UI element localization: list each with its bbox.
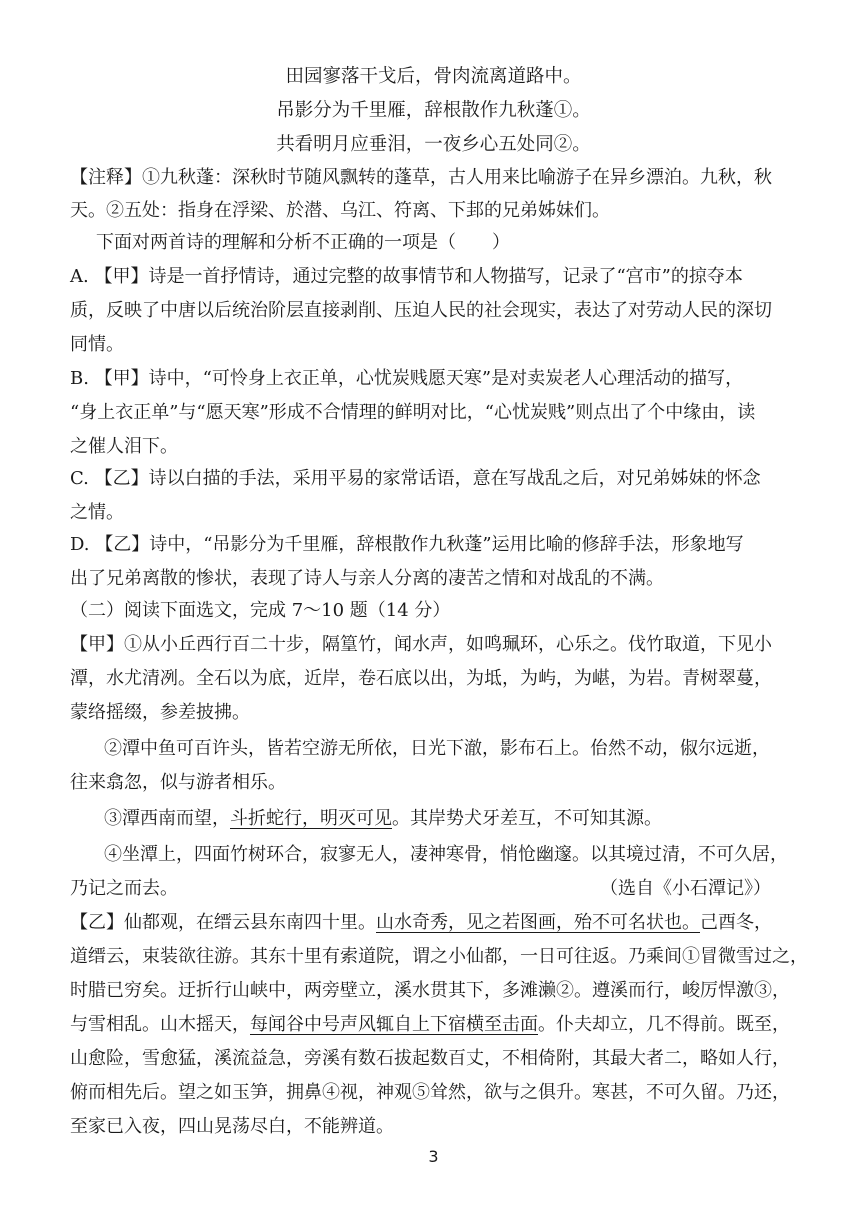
poem-line-3: 共看明月应垂泪，一夜乡心五处同②。 — [276, 134, 591, 155]
yi-line-6: 俯而相先后。望之如玉笋，拥鼻④视，神观⑤耸然，欲与之俱升。寒甚，不可久留。乃还， — [70, 1082, 790, 1103]
question-stem: 下面对两首诗的理解和分析不正确的一项是（ ） — [96, 232, 510, 253]
option-a-line-2: 质，反映了中唐以后统治阶层直接剥削、压迫人民的社会现实，表达了对劳动人民的深切 — [70, 300, 772, 321]
yi-line-1-text: 【乙】仙都观，在缙云县东南四十里。 — [70, 912, 376, 933]
yi-line-1 — [70, 910, 772, 936]
option-b-line-3: 之催人泪下。 — [70, 436, 178, 457]
page-number: 3 — [428, 1147, 439, 1166]
jia-p4-line-2: 乃记之而去。 — [70, 878, 178, 899]
jia-p3-text-end: 。其岸势犬牙差互，不可知其源。 — [392, 808, 662, 829]
jia-p4-line-1: ④坐潭上，四面竹树环合，寂寥无人，凄神寒骨，悄怆幽邃。以其境过清，不可久居， — [104, 844, 788, 865]
yi-line-4 — [70, 1012, 790, 1038]
option-d-line-2: 出了兄弟离散的惨状，表现了诗人与亲人分离的凄苦之情和对战乱的不满。 — [70, 568, 664, 589]
jia-p3-text: ③潭西南而望， — [104, 808, 230, 829]
yi-line-4-end: 。仆夫却立，几不得前。既至， — [538, 1014, 790, 1035]
option-c-line-2: 之情。 — [70, 502, 124, 523]
option-c-line-1: C. 【乙】诗以白描的手法，采用平易的家常话语，意在写战乱之后，对兄弟姊妹的怀念 — [70, 468, 761, 489]
option-b-line-1: B. 【甲】诗中，“可怜身上衣正单，心忧炭贱愿天寒”是对卖炭老人心理活动的描写， — [70, 368, 744, 389]
jia-p3-line — [104, 806, 662, 832]
yi-line-7: 至家已入夜，四山晃荡尽白，不能辨道。 — [70, 1116, 394, 1137]
yi-line-4-text: 与雪相乱。山木摇天， — [70, 1014, 250, 1035]
option-a-line-1: A. 【甲】诗是一首抒情诗，通过完整的故事情节和人物描写，记录了“宫市”的掠夺本 — [70, 266, 743, 287]
jia-source: （选自《小石潭记》） — [600, 878, 771, 899]
underlined-sentence: 山水奇秀，见之若图画，殆不可名状也。 — [376, 912, 700, 933]
option-b-line-2: “身上衣正单”与“愿天寒”形成不合情理的鲜明对比，“心忧炭贱”则点出了个中缘由，读 — [70, 402, 756, 423]
option-a-line-3: 同情。 — [70, 334, 124, 355]
underlined-sentence-2: 每闻谷中号声风辄自上下宿横至击面 — [250, 1014, 538, 1035]
yi-line-2: 道缙云，束装欲往游。其东十里有索道院，谓之小仙都，一日可往返。乃乘间①冒微雪过之， — [70, 946, 808, 967]
underlined-phrase: 斗折蛇行，明灭可见 — [230, 808, 392, 829]
jia-p2-line-2: 往来翕忽，似与游者相乐。 — [70, 772, 286, 793]
poem-line-1: 田园寥落干戈后，骨肉流离道路中。 — [285, 66, 582, 87]
annotation-line-2: 天。②五处：指身在浮梁、於潜、乌江、符离、下邽的兄弟姊妹们。 — [70, 200, 610, 221]
yi-line-1-end: 己酉冬， — [700, 912, 772, 933]
option-d-line-1: D. 【乙】诗中，“吊影分为千里雁，辞根散作九秋蓬”运用比喻的修辞手法，形象地写 — [70, 534, 744, 555]
yi-line-3: 时腊已穷矣。迂折行山峡中，两旁壁立，溪水贯其下，多滩濑②。遵溪而行，峻厉悍激③， — [70, 980, 790, 1001]
yi-line-5: 山愈险，雪愈猛，溪流益急，旁溪有数石拔起数百丈，不相倚附，其最大者二，略如人行， — [70, 1048, 790, 1069]
jia-p1-line-1: 【甲】①从小丘西行百二十步，隔篁竹，闻水声，如鸣珮环，心乐之。伐竹取道，下见小 — [70, 634, 772, 655]
jia-p1-line-2: 潭，水尤清冽。全石以为底，近岸，卷石底以出，为坻，为屿，为嵁，为岩。青树翠蔓， — [70, 668, 772, 689]
poem-line-2: 吊影分为千里雁，辞根散作九秋蓬①。 — [276, 100, 591, 121]
jia-p2-line-1: ②潭中鱼可百许头，皆若空游无所依，日光下澈，影布石上。佁然不动，俶尔远逝， — [104, 738, 770, 759]
section-heading: （二）阅读下面选文，完成 7～10 题（14 分） — [70, 600, 451, 621]
jia-p1-line-3: 蒙络摇缀，参差披拂。 — [70, 702, 250, 723]
annotation-line-1: 【注释】①九秋蓬：深秋时节随风飘转的蓬草，古人用来比喻游子在异乡漂泊。九秋，秋 — [70, 167, 772, 188]
